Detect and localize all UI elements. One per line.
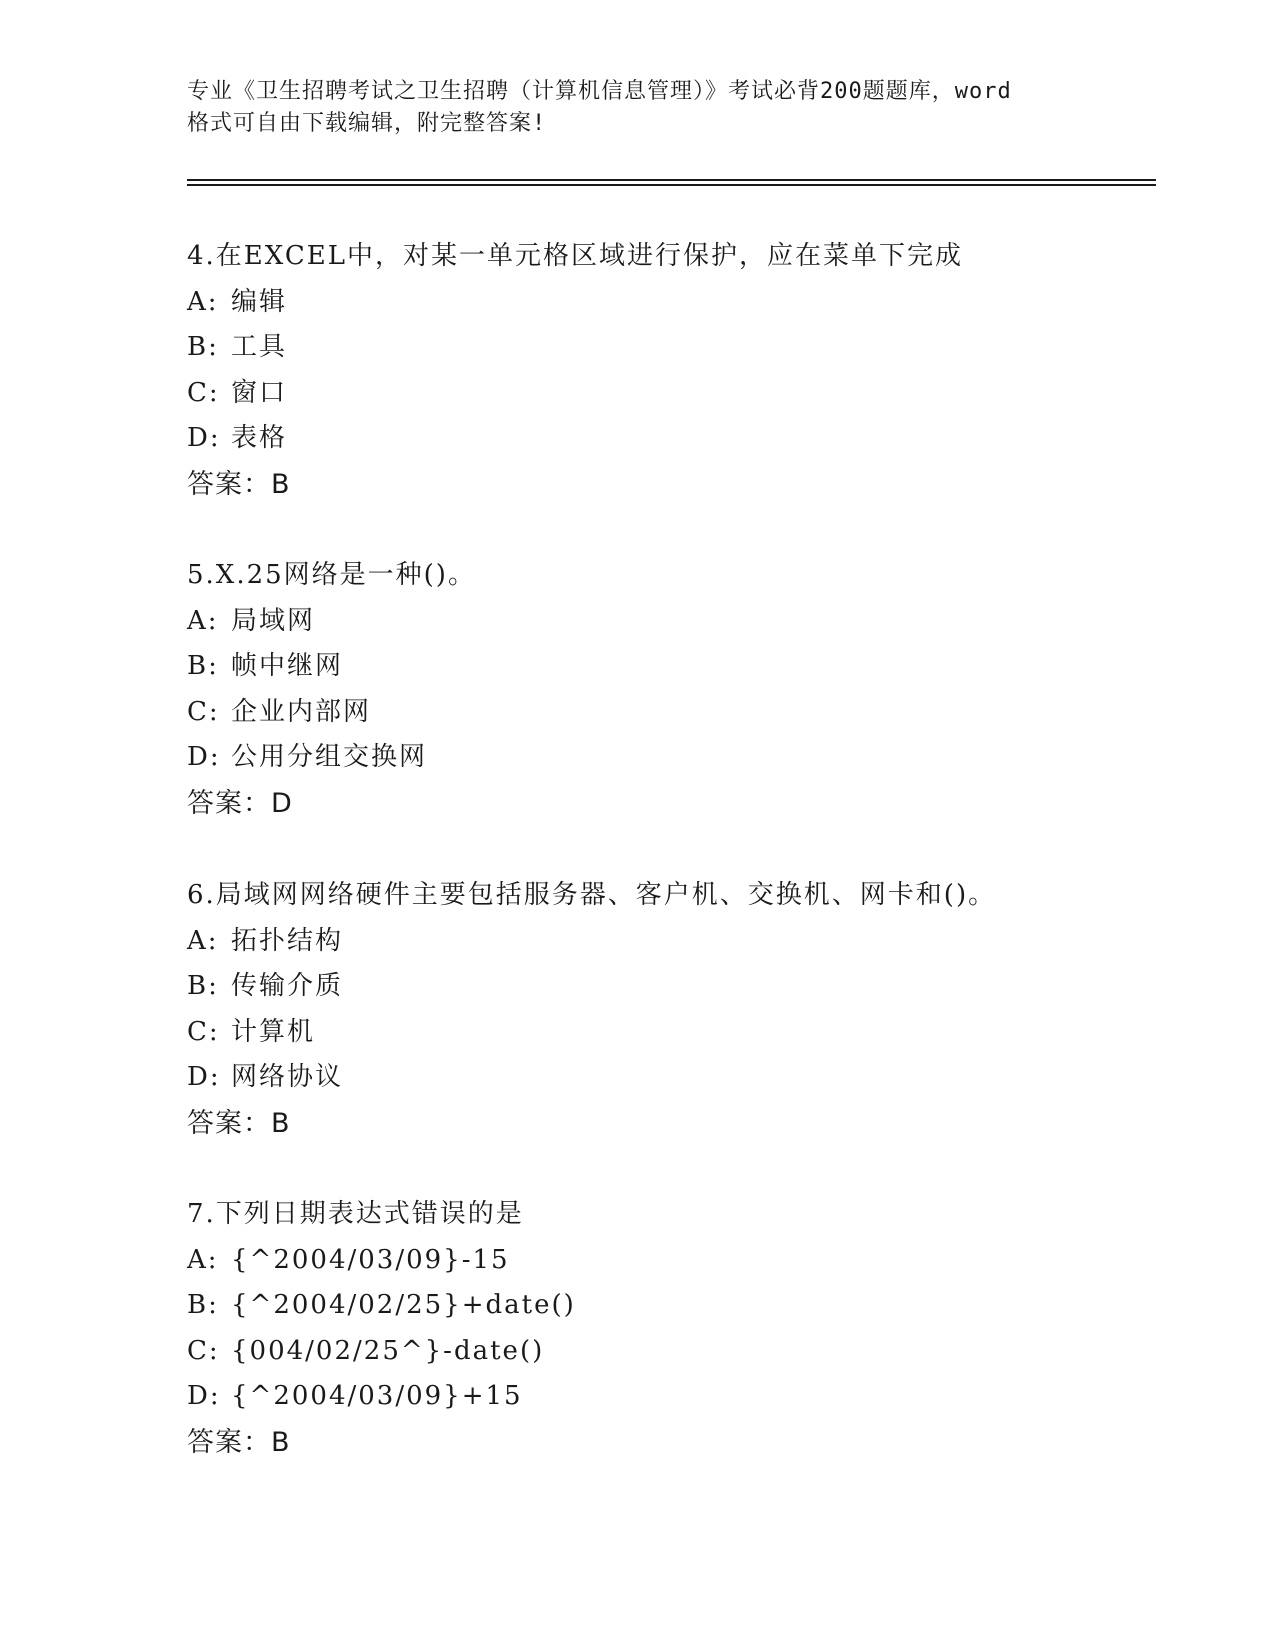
option-text: 表格 [231,423,288,453]
question-block [187,553,1167,826]
option-b [187,325,1167,371]
question-stem: 4.在EXCEL中，对某一单元格区域进行保护，应在菜单下完成 [187,241,963,271]
option-d [187,1374,1167,1420]
option-text: 编辑 [231,286,288,317]
option-text: 传输介质 [231,971,344,1001]
answer-line: 答案：B [187,468,291,500]
option-key: C: [187,1016,220,1047]
option-key: A: [187,286,219,317]
option-text: 网络协议 [231,1062,344,1092]
option-text: {004/02/25^}-date() [231,1335,545,1366]
option-key: C: [187,1335,220,1366]
header-line-2: 格式可自由下载编辑，附完整答案! [187,111,547,136]
option-a [187,599,1167,645]
question-block [187,1192,1167,1465]
option-a [187,1238,1167,1284]
question-stem: 7.下列日期表达式错误的是 [187,1199,524,1229]
option-text: 计算机 [231,1016,316,1047]
option-b [187,964,1167,1010]
header-line-1: 专业《卫生招聘考试之卫生招聘（计算机信息管理）》考试必背200题题库，word [187,79,1012,104]
option-c [187,1329,1167,1375]
option-text: 企业内部网 [231,696,372,727]
answer-line: 答案：B [187,1107,291,1139]
option-key: D: [187,1062,221,1092]
option-key: B: [187,971,219,1001]
question-stem: 6.局域网网络硬件主要包括服务器、客户机、交换机、网卡和()。 [187,880,997,910]
option-text: 拓扑结构 [231,925,344,956]
option-key: B: [187,1290,219,1320]
option-text: 帧中继网 [231,651,344,681]
option-text: {^2004/02/25}+date() [231,1290,576,1320]
option-text: 窗口 [231,377,288,408]
document-header [187,76,1087,140]
option-key: C: [187,696,220,727]
option-b [187,644,1167,690]
option-c [187,690,1167,736]
answer-line: 答案：B [187,1426,291,1458]
option-text: 局域网 [231,605,316,636]
option-key: D: [187,742,221,772]
option-text: {^2004/03/09}+15 [231,1381,523,1411]
option-key: A: [187,1244,219,1275]
option-key: B: [187,651,219,681]
option-key: A: [187,925,219,956]
question-block [187,873,1167,1146]
option-text: 公用分组交换网 [231,742,428,772]
option-d [187,735,1167,781]
option-key: C: [187,377,220,408]
header-divider-bottom [187,184,1156,186]
answer-line: 答案：D [187,787,293,819]
question-block [187,234,1167,507]
option-key: B: [187,332,219,362]
option-key: D: [187,423,221,453]
header-divider-top [187,179,1156,181]
option-d [187,416,1167,462]
option-text: {^2004/03/09}-15 [231,1244,510,1275]
option-key: D: [187,1381,221,1411]
question-stem: 5.X.25网络是一种()。 [187,560,476,590]
option-key: A: [187,605,219,636]
option-c [187,371,1167,417]
option-text: 工具 [231,332,288,362]
option-b [187,1283,1167,1329]
option-a [187,919,1167,965]
option-c [187,1010,1167,1056]
option-d [187,1055,1167,1101]
option-a [187,280,1167,326]
